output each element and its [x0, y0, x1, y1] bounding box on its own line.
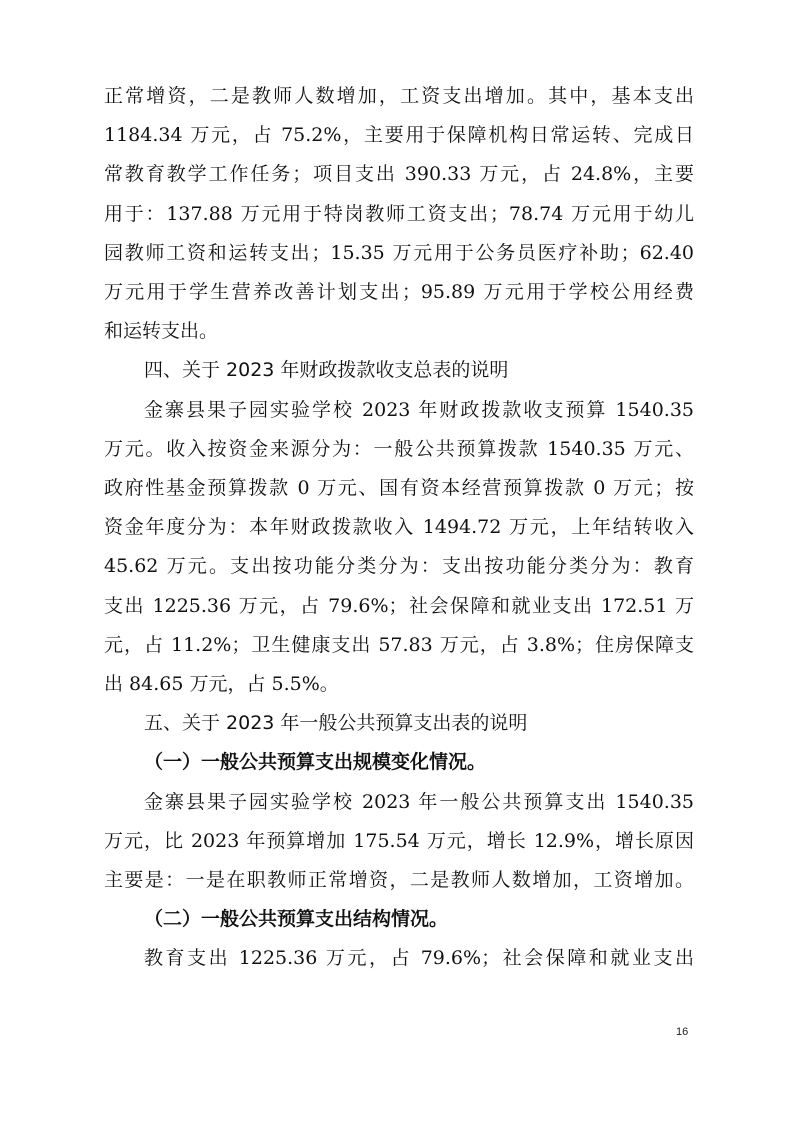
- paragraph-line: 用于：137.88 万元用于特岗教师工资支出；78.74 万元用于幼儿: [104, 203, 694, 225]
- paragraph-line: 和运转支出。: [104, 320, 219, 342]
- paragraph-line: 金寨县果子园实验学校 2023 年一般公共预算支出 1540.35: [144, 791, 694, 813]
- page-number: 16: [676, 1026, 689, 1038]
- paragraph-line: 万元。收入按资金来源分为：一般公共预算拨款 1540.35 万元、: [104, 438, 694, 460]
- section-heading: 四、关于 2023 年财政拨款收支总表的说明: [144, 359, 509, 381]
- paragraph-line: 支出 1225.36 万元，占 79.6%；社会保障和就业支出 172.51 万: [104, 595, 694, 617]
- paragraph-line: 主要是：一是在职教师正常增资，二是教师人数增加，工资增加。: [104, 869, 694, 891]
- paragraph-line: 常教育教学工作任务；项目支出 390.33 万元，占 24.8%，主要: [104, 163, 694, 185]
- subsection-heading: （二）一般公共预算支出结构情况。: [144, 908, 449, 930]
- section-heading: 五、关于 2023 年一般公共预算支出表的说明: [144, 712, 528, 734]
- paragraph-line: 园教师工资和运转支出；15.35 万元用于公务员医疗补助；62.40: [104, 242, 694, 264]
- paragraph-line: 教育支出 1225.36 万元，占 79.6%；社会保障和就业支出: [144, 947, 694, 969]
- paragraph-line: 金寨县果子园实验学校 2023 年财政拨款收支预算 1540.35: [144, 399, 694, 421]
- paragraph-line: 正常增资，二是教师人数增加，工资支出增加。其中，基本支出: [104, 85, 694, 107]
- paragraph-line: 出 84.65 万元，占 5.5%。: [104, 673, 339, 695]
- paragraph-line: 1184.34 万元，占 75.2%，主要用于保障机构日常运转、完成日: [104, 124, 694, 146]
- paragraph-line: 45.62 万元。支出按功能分类分为：支出按功能分类分为：教育: [104, 555, 694, 577]
- paragraph-line: 元，占 11.2%；卫生健康支出 57.83 万元，占 3.8%；住房保障支: [104, 634, 694, 656]
- paragraph-line: 资金年度分为：本年财政拨款收入 1494.72 万元，上年结转收入: [104, 516, 694, 538]
- paragraph-line: 政府性基金预算拨款 0 万元、国有资本经营预算拨款 0 万元；按: [104, 477, 694, 499]
- paragraph-line: 万元，比 2023 年预算增加 175.54 万元，增长 12.9%，增长原因: [104, 830, 694, 852]
- subsection-heading: （一）一般公共预算支出规模变化情况。: [144, 751, 487, 773]
- paragraph-line: 万元用于学生营养改善计划支出；95.89 万元用于学校公用经费: [104, 281, 694, 303]
